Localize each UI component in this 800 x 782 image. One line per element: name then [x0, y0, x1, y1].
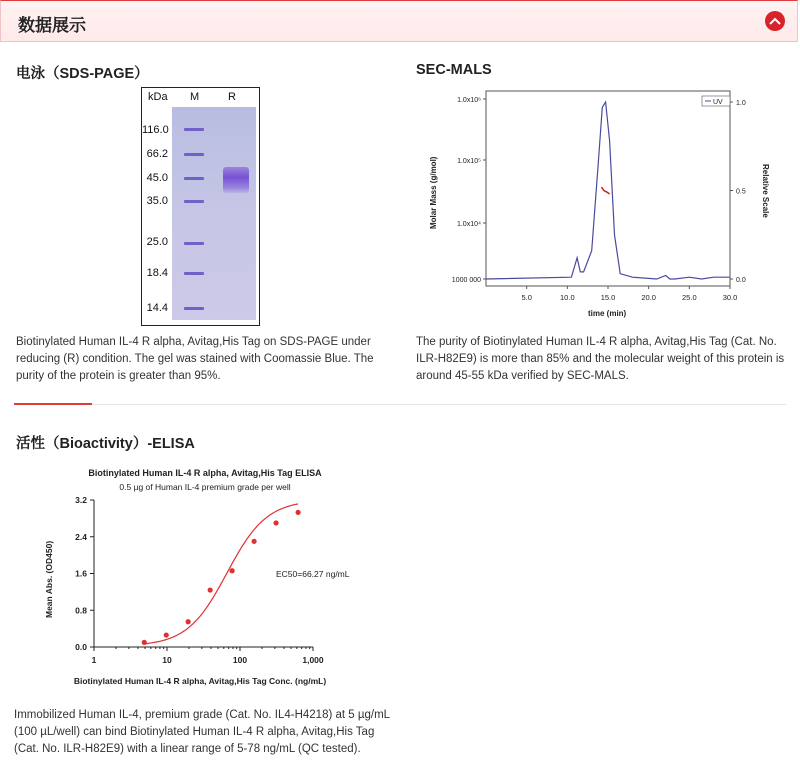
divider-accent [14, 403, 92, 405]
elisa-chart [30, 460, 350, 695]
marker-label: 66.2 [146, 148, 168, 160]
x-tick-label: 30.0 [722, 293, 738, 302]
uv-trace-line [486, 102, 730, 279]
chevron-up-icon [769, 16, 781, 26]
y-axis-label: Molar Mass (g/mol) [429, 156, 438, 229]
x-tick-label: 15.0 [600, 293, 616, 302]
molar-mass-curve [602, 187, 610, 194]
x-tick-label: 10 [162, 655, 172, 665]
x-tick-label: 1,000 [302, 655, 324, 665]
data-point [142, 640, 147, 645]
sec-mals-caption: The purity of Biotinylated Human IL-4 R alpha, Avitag,His Tag (Cat. No. ILR-H82E9) is more than 85% and the molecular weight of this protein is around 45-55 kDa verified by SEC-MALS. [416, 336, 785, 382]
chart-subtitle: 0.5 µg of Human IL-4 premium grade per well [119, 482, 291, 492]
x-tick-label: 1 [91, 655, 97, 665]
elisa-caption: Immobilized Human IL-4, premium grade (Cat. No. IL4-H4218) at 5 µg/mL (100 µL/well) can bind Biotinylated Human IL-4 R alpha, Avitag,His Tag (Cat. No. ILR-H82E9) with a linear range of 5-78 ng/mL (QC tested). [14, 709, 390, 755]
data-point [230, 568, 235, 573]
y-axis-label: Mean Abs. (OD450) [44, 540, 54, 618]
data-point [273, 520, 278, 525]
data-point [208, 587, 213, 592]
y-tick-label: 0.0 [75, 642, 87, 652]
x-tick-label: 10.0 [560, 293, 575, 302]
marker-band [184, 307, 204, 310]
legend-label: UV [713, 99, 723, 106]
y-tick-label: 2.4 [75, 531, 87, 542]
y2-tick-label: 0.5 [736, 188, 746, 196]
marker-label: 14.4 [146, 302, 168, 314]
y-tick-label: 1000 000 [451, 277, 481, 284]
section-divider [14, 404, 786, 405]
data-point [295, 510, 300, 515]
y-tick-label: 3.2 [75, 495, 87, 505]
sds-page-title: 电泳（SDS-PAGE） [16, 66, 149, 82]
marker-band [184, 200, 204, 203]
data-display-header [0, 0, 798, 42]
y-tick-label: 1.0x10⁴ [456, 221, 481, 228]
sds-page-gel-image [141, 87, 260, 326]
gel-lane-r-header: R [228, 91, 236, 103]
x-tick-label: 100 [232, 655, 248, 665]
marker-band [184, 177, 204, 180]
y2-tick-label: 1.0 [736, 100, 746, 107]
gel-lane-area [172, 107, 256, 320]
marker-band [184, 128, 204, 131]
y2-tick-label: 0.0 [736, 277, 746, 284]
data-point [251, 539, 256, 544]
data-point [186, 619, 191, 624]
gel-kda-header: kDa [148, 91, 168, 103]
y-tick-label: 1.0x10⁵ [457, 158, 481, 165]
data-point [164, 632, 169, 637]
marker-label: 18.4 [146, 267, 168, 279]
section-title: 数据展示 [18, 16, 86, 35]
sample-band [223, 167, 249, 193]
y-tick-label: 1.0x10⁶ [457, 97, 481, 104]
marker-label: 45.0 [146, 172, 168, 184]
marker-band [184, 242, 204, 245]
elisa-title: 活性（Bioactivity）-ELISA [16, 436, 195, 452]
gel-lane-m-header: M [190, 91, 200, 103]
marker-label: 25.0 [146, 236, 168, 248]
x-axis-label: Biotinylated Human IL-4 R alpha, Avitag,His Tag Conc. (ng/mL) [73, 676, 327, 686]
y-tick-label: 0.8 [75, 605, 87, 616]
x-axis-label: time (min) [588, 309, 627, 318]
y-tick-label: 1.6 [75, 568, 87, 579]
ec50-annotation: EC50=66.27 ng/mL [276, 569, 350, 579]
sec-mals-chart [420, 84, 790, 324]
y2-axis-label: Relative Scale [761, 164, 770, 218]
x-tick-label: 20.0 [641, 293, 656, 302]
sds-page-caption: Biotinylated Human IL-4 R alpha, Avitag,His Tag on SDS-PAGE under reducing (R) condition. The gel was stained with Coomassie Blue. The purity of the protein is greater than 95%. [16, 336, 374, 382]
collapse-toggle-button[interactable] [765, 11, 785, 31]
chart-title: Biotinylated Human IL-4 R alpha, Avitag,His Tag ELISA [88, 468, 322, 478]
marker-label: 35.0 [146, 195, 168, 207]
x-tick-label: 25.0 [682, 293, 697, 302]
marker-label: 116.0 [142, 124, 169, 136]
marker-band [184, 272, 204, 275]
marker-band [184, 153, 204, 156]
x-tick-label: 5.0 [521, 293, 532, 302]
sec-mals-title: SEC-MALS [416, 62, 492, 78]
